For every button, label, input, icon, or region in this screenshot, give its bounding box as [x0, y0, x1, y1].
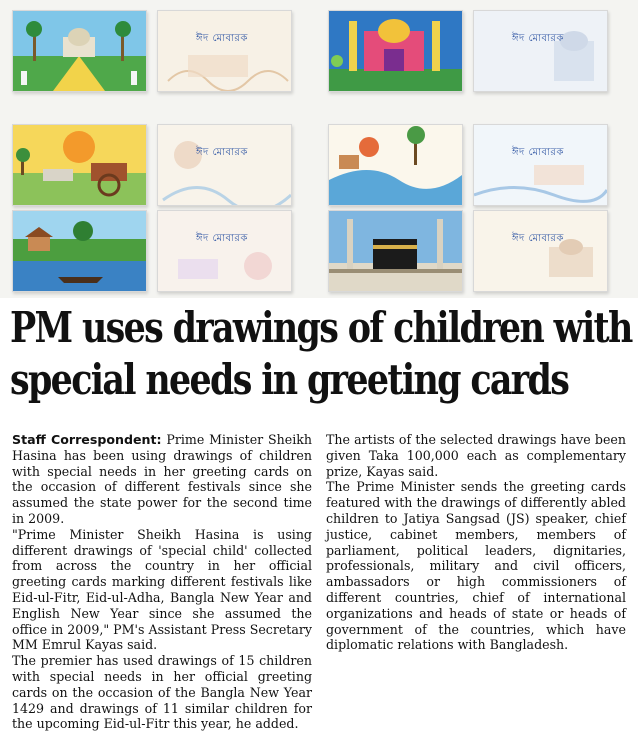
card-back-text: ঈদ মোবারক	[512, 233, 564, 244]
paragraph-1	[12, 432, 312, 527]
paragraph-2: "Prime Minister Sheikh Hasina is using different drawings of 'special child' collected from across the country in her official greeting cards marking different festivals like Eid-ul-Fitr, Eid-ul-Adha, Bangla New Year and English New Year since she assumed the office in 2009," PM's Assistant Press Secretary MM Emrul Kayas said.	[12, 526, 312, 653]
paragraph-4: The artists of the selected drawings have been given Taka 100,000 each as complementary prize, Kayas said.	[326, 432, 626, 479]
card-back-text: ঈদ মোবারক	[196, 33, 248, 44]
paragraph-5: The Prime Minister sends the greeting cards featured with the drawings of differently abled children to Jatiya Sangsad (JS) speaker, chief justice, cabinet members, members of parliament, political leaders, dignitaries, professionals, military and civil officers, ambassadors or high commissioners of different countries, chief of international organizations and heads of state or heads of government of the countries, which have diplomatic relations with Bangladesh.	[326, 479, 626, 653]
card-back-text: ঈদ মোবারক	[512, 147, 564, 158]
card-back-eid-mubarak	[473, 124, 608, 206]
headline-line-2: special needs in greeting cards	[10, 355, 569, 404]
card-back-eid-mubarak	[157, 124, 292, 206]
paragraph-1-text: Prime Minister Sheikh Hasina has been using drawings of children with special needs in her greeting cards on the occasion of different festivals since she assumed the state power for the second time in 2009.	[12, 432, 312, 526]
drawing-card-bullock-cart	[12, 124, 147, 206]
card-back-text: ঈদ মোবারক	[512, 33, 564, 44]
article-column-right	[326, 432, 626, 732]
article-body	[12, 432, 626, 732]
byline: Staff Correspondent:	[12, 432, 162, 447]
card-back-eid-mubarak	[473, 10, 608, 92]
headline	[10, 302, 632, 406]
drawing-card-colorful-mosque	[328, 10, 463, 92]
paragraph-3: The premier has used drawings of 15 children with special needs in her official greeting cards on the occasion of the Bangla New Year 1429 and drawings of 11 similar children for the upcoming Eid-ul-Fitr this year, he added.	[12, 653, 312, 732]
greeting-cards-photo	[0, 0, 638, 298]
drawing-card-village-boat	[12, 210, 147, 292]
card-back-eid-mubarak	[157, 210, 292, 292]
card-back-text: ঈদ মোবারক	[196, 233, 248, 244]
card-back-text: ঈদ মোবারক	[196, 147, 248, 158]
card-back-eid-mubarak	[157, 10, 292, 92]
card-back-eid-mubarak	[473, 210, 608, 292]
drawing-card-kaaba	[328, 210, 463, 292]
headline-line-1: PM uses drawings of children with	[10, 303, 632, 352]
article-column-left	[12, 432, 312, 732]
drawing-card-mosque-garden	[12, 10, 147, 92]
drawing-card-river-village	[328, 124, 463, 206]
